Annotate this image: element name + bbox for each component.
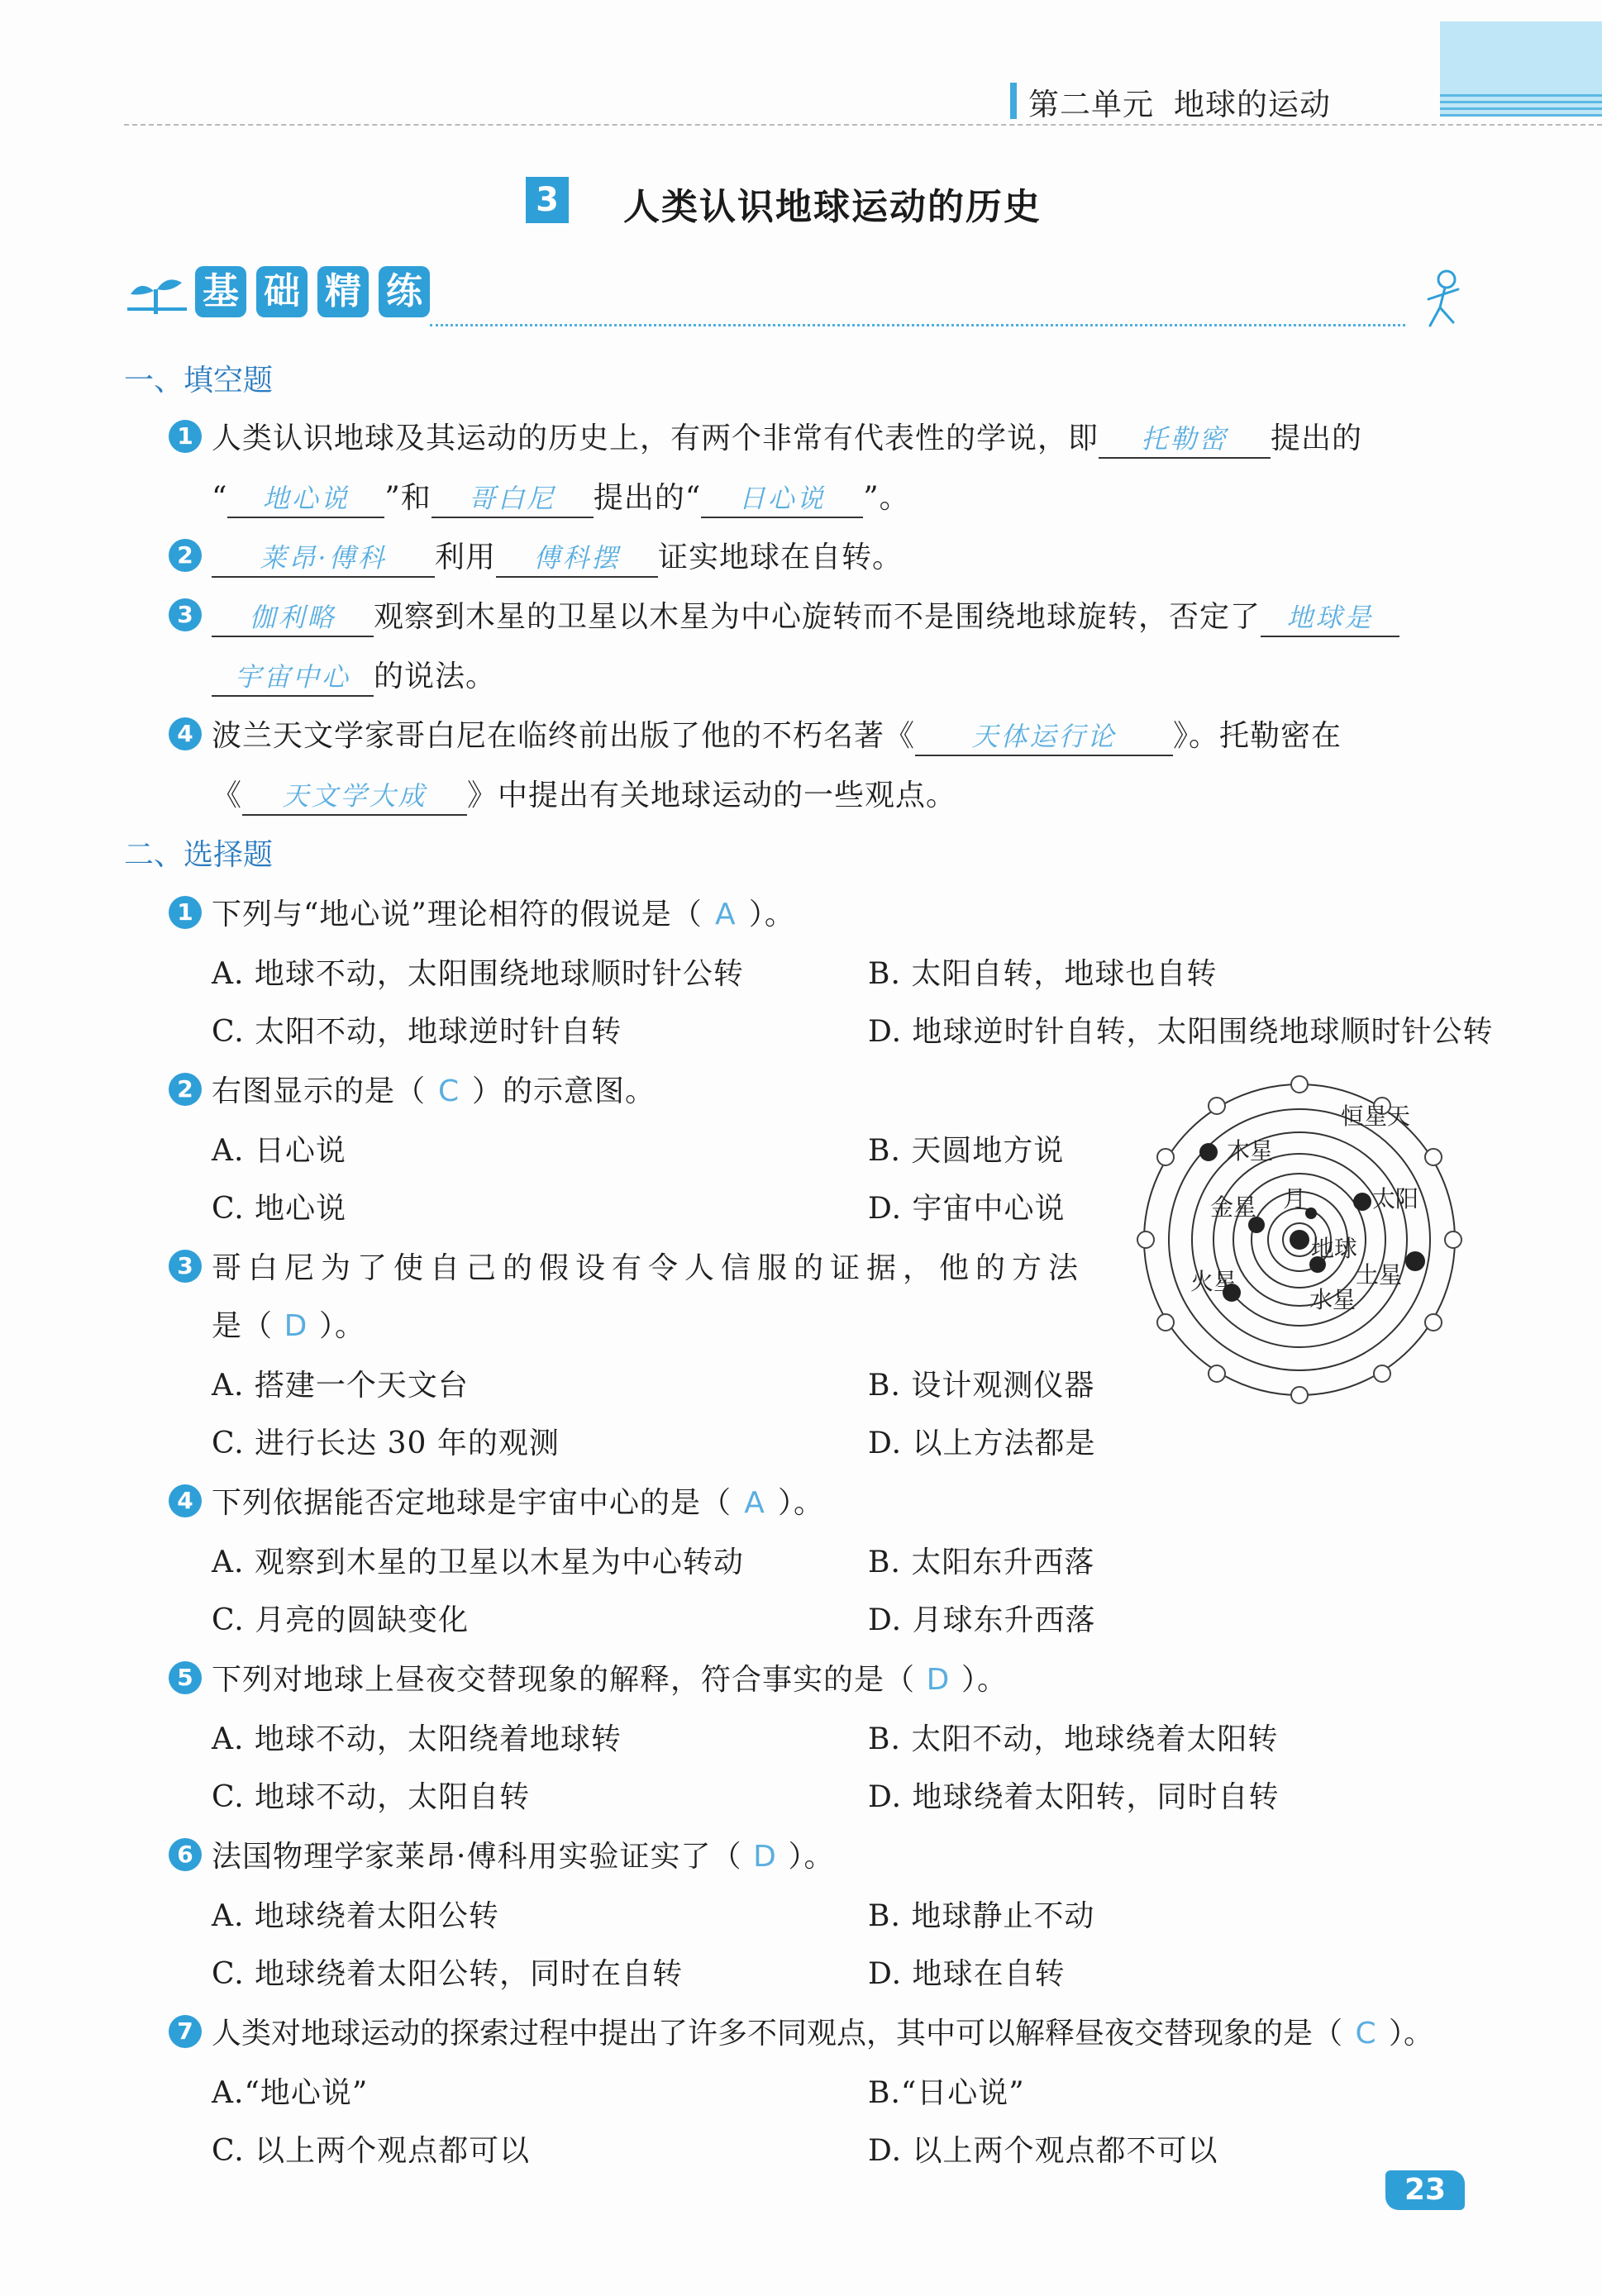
option-b: B. 太阳不动，地球绕着太阳转 <box>868 1722 1279 1756</box>
sun-dot <box>1353 1193 1371 1211</box>
answer-blank: 日心说 <box>701 480 863 518</box>
choice-answer: D <box>284 1309 308 1343</box>
option-a: A.“地心说” <box>212 2076 369 2110</box>
jupiter-dot <box>1199 1143 1218 1161</box>
option-c: C. 月亮的圆缺变化 <box>212 1603 470 1637</box>
answer-blank: 伽利略 <box>212 599 374 637</box>
option-d: D. 月球东升西落 <box>868 1603 1096 1637</box>
label-saturn: 土星 <box>1356 1261 1403 1289</box>
option-c: C. 以上两个观点都可以 <box>212 2134 531 2168</box>
option-d: D. 地球绕着太阳转，同时自转 <box>868 1780 1280 1814</box>
option-a: A. 地球绕着太阳公转 <box>212 1899 499 1933</box>
option-a: A. 搭建一个天文台 <box>212 1369 469 1403</box>
choice-question-6-stem: 法国物理学家莱昂·傅科用实验证实了（ D ）。 <box>212 1840 835 1874</box>
banner-underline <box>430 324 1405 326</box>
section-title-fill: 一、填空题 <box>124 364 274 398</box>
option-b: B. 天圆地方说 <box>868 1134 1065 1168</box>
label-mercury: 水星 <box>1309 1286 1356 1313</box>
lesson-title: 人类认识地球运动的历史 <box>623 186 1042 228</box>
header-stripes <box>1440 94 1602 117</box>
fill-question-2-line: 莱昂·傅科 利用 傅科摆 证实地球在自转。 <box>212 534 903 578</box>
label-sun: 太阳 <box>1372 1185 1419 1212</box>
choice-question-1-stem: 下列与“地心说”理论相符的假说是（ A ）。 <box>212 898 795 931</box>
header-divider <box>124 124 1602 126</box>
option-c: C. 地球绕着太阳公转，同时在自转 <box>212 1957 684 1991</box>
answer-blank: 莱昂·傅科 <box>212 540 435 578</box>
banner-char-2: 础 <box>256 266 308 317</box>
fill-question-2-number: 2 <box>169 539 202 572</box>
option-a: A. 地球不动，太阳绕着地球转 <box>212 1722 622 1756</box>
running-header <box>1028 79 1331 124</box>
option-d: D. 地球逆时针自转，太阳围绕地球顺时针公转 <box>868 1015 1494 1049</box>
answer-blank: 傅科摆 <box>496 540 658 578</box>
section-title-choice: 二、选择题 <box>124 838 274 872</box>
choice-question-5-stem: 下列对地球上昼夜交替现象的解释，符合事实的是（ D ）。 <box>212 1663 1008 1697</box>
moon-dot <box>1305 1208 1317 1219</box>
choice-question-3-stem-line-1: 哥白尼为了使自己的假设有令人信服的证据，他的方法 <box>212 1251 1085 1285</box>
fill-question-4-line-2: 《 天文学大成 》中提出有关地球运动的一些观点。 <box>212 772 956 816</box>
option-c: C. 进行长达 30 年的观测 <box>212 1427 560 1460</box>
choice-answer: D <box>753 1840 777 1874</box>
fill-question-4-number: 4 <box>169 717 202 750</box>
earth-dot <box>1290 1230 1309 1250</box>
fill-question-3-line-2: 宇宙中心 的说法。 <box>212 653 496 697</box>
banner-char-3: 精 <box>317 266 369 317</box>
answer-blank: 天体运行论 <box>915 718 1173 756</box>
fill-question-3-line-1: 伽利略 观察到木星的卫星以木星为中心旋转而不是围绕地球旋转，否定了 地球是 <box>212 593 1399 637</box>
choice-answer: D <box>926 1663 951 1697</box>
option-c: C. 太阳不动，地球逆时针自转 <box>212 1015 622 1049</box>
choice-question-4-number: 4 <box>169 1484 202 1517</box>
choice-question-7-stem: 人类对地球运动的探索过程中提出了许多不同观点，其中可以解释昼夜交替现象的是（ C ）。 <box>212 2017 1434 2051</box>
option-c: C. 地心说 <box>212 1192 347 1226</box>
page-number: 23 <box>1385 2170 1465 2210</box>
sprout-icon <box>124 271 190 317</box>
header-topic: 地球的运动 <box>1174 87 1331 122</box>
label-venus: 金星 <box>1210 1193 1257 1221</box>
fill-question-3-number: 3 <box>169 598 202 631</box>
answer-blank: 宇宙中心 <box>212 659 374 697</box>
label-jupiter: 木星 <box>1227 1137 1274 1165</box>
fill-question-1-number: 1 <box>169 420 202 453</box>
option-a: A. 日心说 <box>212 1134 346 1168</box>
option-a: A. 地球不动，太阳围绕地球顺时针公转 <box>212 957 744 991</box>
choice-question-5-number: 5 <box>169 1661 202 1694</box>
option-b: B.“日心说” <box>868 2076 1025 2110</box>
option-b: B. 设计观测仪器 <box>868 1369 1095 1403</box>
fill-question-4-line-1: 波兰天文学家哥白尼在临终前出版了他的不朽名著《 天体运行论 》。托勒密在 <box>212 712 1342 756</box>
header-unit: 第二单元 <box>1028 87 1154 122</box>
choice-answer: C <box>1355 2017 1376 2051</box>
choice-question-1-number: 1 <box>169 896 202 929</box>
fill-question-1-line-2: “ 地心说 ”和 哥白尼 提出的“ 日心说 ”。 <box>212 474 910 518</box>
option-d: D. 以上方法都是 <box>868 1427 1096 1460</box>
choice-question-3-number: 3 <box>169 1250 202 1283</box>
header-accent-bar <box>1010 83 1017 119</box>
label-earth: 地球 <box>1311 1235 1358 1262</box>
fill-question-1-line-1: 人类认识地球及其运动的历史上，有两个非常有代表性的学说，即 托勒密 提出的 <box>212 415 1362 459</box>
running-figure-icon <box>1415 268 1468 334</box>
label-moon: 月 <box>1283 1185 1307 1212</box>
geocentric-model-diagram <box>1134 1066 1481 1413</box>
choice-question-7-number: 7 <box>169 2015 202 2048</box>
choice-answer: A <box>744 1486 765 1520</box>
label-fixed-stars: 恒星天 <box>1341 1103 1411 1130</box>
answer-blank: 哥白尼 <box>431 480 594 518</box>
answer-blank: 天文学大成 <box>242 778 467 816</box>
lesson-number: 3 <box>526 177 569 223</box>
choice-answer: A <box>714 898 737 931</box>
option-c: C. 地球不动，太阳自转 <box>212 1780 531 1814</box>
choice-question-2-number: 2 <box>169 1073 202 1106</box>
choice-question-2-stem: 右图显示的是（ C ）的示意图。 <box>212 1074 656 1108</box>
option-d: D. 宇宙中心说 <box>868 1192 1066 1226</box>
option-b: B. 太阳东升西落 <box>868 1546 1095 1579</box>
saturn-dot <box>1405 1251 1425 1271</box>
choice-question-4-stem: 下列依据能否定地球是宇宙中心的是（ A ）。 <box>212 1486 825 1520</box>
answer-blank: 地心说 <box>227 480 384 518</box>
option-d: D. 地球在自转 <box>868 1957 1066 1991</box>
choice-question-6-number: 6 <box>169 1838 202 1871</box>
banner-char-4: 练 <box>379 266 430 317</box>
option-b: B. 地球静止不动 <box>868 1899 1095 1933</box>
choice-answer: C <box>437 1074 460 1108</box>
option-d: D. 以上两个观点都不可以 <box>868 2134 1218 2168</box>
choice-question-3-stem-line-2: 是（ D ）。 <box>212 1309 366 1343</box>
answer-blank: 地球是 <box>1261 599 1399 637</box>
option-a: A. 观察到木星的卫星以木星为中心转动 <box>212 1546 744 1579</box>
option-b: B. 太阳自转，地球也自转 <box>868 957 1218 991</box>
answer-blank: 托勒密 <box>1099 421 1271 459</box>
banner-char-1: 基 <box>195 266 246 317</box>
label-mars: 火星 <box>1190 1268 1237 1295</box>
